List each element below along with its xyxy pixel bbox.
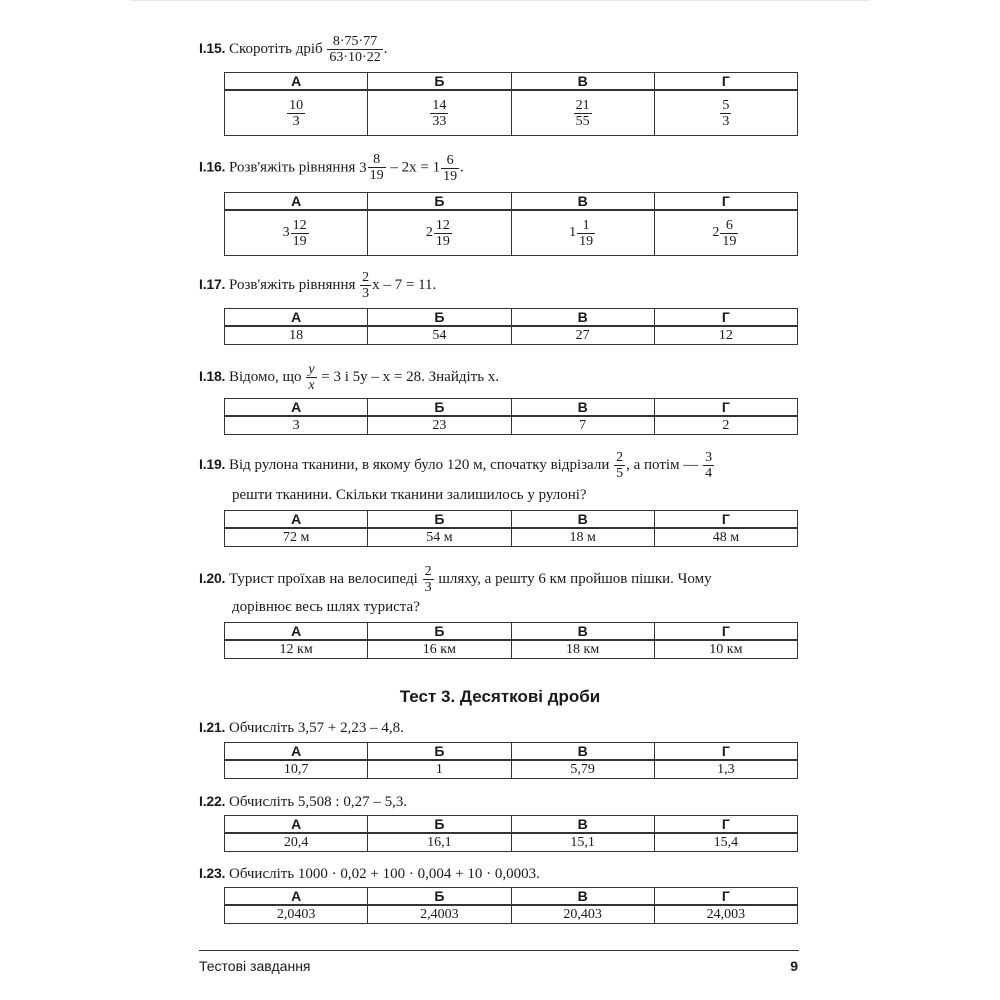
top-border [130, 0, 870, 1]
question-19-line2: решти тканини. Скільки тканини залишилось у рулоні? [232, 487, 587, 503]
option-b-answer[interactable]: 23 [368, 416, 511, 435]
question-text-a: Турист проїхав на велосипеді [229, 570, 418, 587]
answer-table-15 [224, 72, 798, 136]
option-a-answer[interactable]: 18 [225, 326, 368, 345]
option-b-header: Б [368, 309, 511, 327]
option-g-header: Г [654, 888, 797, 906]
question-number: І.16. [199, 158, 226, 175]
mixed-number [359, 152, 387, 183]
fraction-numerator: y [308, 362, 315, 377]
option-v-header: В [511, 193, 654, 211]
answer-table-23 [224, 887, 798, 924]
answer-table-18 [224, 398, 798, 435]
equation-middle: – 2x = 1 [390, 159, 441, 176]
fraction-numerator: 2 [616, 450, 624, 465]
option-a-header: А [225, 816, 368, 834]
fraction-denominator: 3 [362, 286, 370, 301]
option-a-header: А [225, 623, 368, 641]
option-g-answer[interactable] [654, 90, 797, 136]
fraction-numerator: 3 [705, 450, 713, 465]
answer-numerator: 14 [432, 97, 447, 113]
section-title: Тест 3. Десяткові дроби [399, 687, 601, 706]
question-text: Розв'яжіть рівняння [229, 276, 356, 293]
question-number: І.17. [199, 275, 226, 292]
question-16 [199, 152, 464, 184]
option-g-answer[interactable]: 48 м [654, 528, 797, 547]
question-number: І.20. [199, 569, 226, 586]
whole-part: 2 [712, 225, 720, 240]
whole-part: 3 [282, 225, 290, 240]
option-a-answer[interactable]: 3 [225, 416, 368, 435]
answer-table-21 [224, 742, 798, 779]
question-tail: . [383, 40, 388, 57]
option-g-header: Г [654, 309, 797, 327]
question-number: І.23. [199, 865, 226, 881]
option-b-answer[interactable] [368, 210, 511, 256]
answer-numerator: 21 [575, 97, 590, 113]
option-g-header: Г [654, 623, 797, 641]
fraction-denominator: 63·10·22 [329, 50, 381, 65]
option-v-header: В [511, 743, 654, 761]
option-a-answer[interactable]: 10,7 [225, 760, 368, 779]
question-number: І.18. [199, 367, 226, 384]
answer-table-16 [224, 192, 798, 256]
answer-denominator: 55 [575, 113, 590, 129]
option-v-answer[interactable]: 18 км [511, 640, 654, 659]
question-text-mid: , а потім — [626, 456, 699, 473]
page-number: 9 [790, 958, 798, 974]
option-a-header: А [225, 399, 368, 417]
option-a-header: А [225, 511, 368, 529]
whole-part: 1 [569, 225, 577, 240]
option-a-answer[interactable]: 72 м [225, 528, 368, 547]
answer-denominator: 33 [432, 113, 447, 129]
whole-part: 2 [425, 225, 433, 240]
question-text: Обчисліть 1000 · 0,02 + 100 · 0,004 + 10 · 0,0003. [229, 866, 540, 882]
question-tail: . [460, 159, 464, 176]
fraction-denominator: 4 [705, 466, 713, 481]
answer-numerator: 1 [582, 217, 590, 233]
option-g-header: Г [654, 511, 797, 529]
option-g-answer[interactable]: 12 [654, 326, 797, 345]
option-g-answer[interactable]: 1,3 [654, 760, 797, 779]
answer-denominator: 3 [287, 113, 305, 129]
option-v-answer[interactable]: 18 м [511, 528, 654, 547]
fraction-denominator: 19 [369, 168, 384, 183]
option-b-answer[interactable]: 54 [368, 326, 511, 345]
answer-denominator: 19 [292, 233, 307, 249]
answer-numerator: 10 [289, 97, 304, 113]
question-number: І.21. [199, 719, 226, 735]
option-v-header: В [511, 399, 654, 417]
question-text: Обчисліть 5,508 : 0,27 – 5,3. [229, 794, 408, 810]
option-g-header: Г [654, 193, 797, 211]
question-20-line2: дорівнює весь шлях туриста? [232, 599, 420, 615]
option-a-answer[interactable]: 2,0403 [225, 905, 368, 924]
answer-denominator: 3 [722, 113, 730, 129]
fraction-denominator: 3 [424, 580, 432, 595]
answer-numerator: 5 [722, 97, 730, 113]
option-g-answer[interactable]: 10 км [654, 640, 797, 659]
question-text-line1: Від рулона тканини, в якому було 120 м, спочатку відрізали [229, 456, 610, 473]
answer-numerator: 12 [435, 217, 450, 233]
option-b-header: Б [368, 888, 511, 906]
question-text: Обчисліть 3,57 + 2,23 – 4,8. [229, 720, 404, 736]
option-a-header: А [225, 309, 368, 327]
fraction-numerator: 8·75·77 [332, 34, 378, 49]
fraction-denominator: 19 [443, 168, 458, 184]
fraction-numerator: 2 [424, 564, 432, 579]
option-a-header: А [225, 73, 368, 91]
answer-table-19 [224, 510, 798, 547]
answer-table-17 [224, 308, 798, 345]
question-text: Розв'яжіть рівняння [229, 159, 356, 176]
option-v-header: В [511, 816, 654, 834]
option-b-header: Б [368, 511, 511, 529]
footer-title: Тестові завдання [199, 958, 311, 974]
question-text: Скоротіть дріб [229, 40, 323, 57]
question-22 [199, 792, 407, 811]
answer-denominator: 19 [579, 233, 594, 249]
fraction-numerator: 2 [362, 270, 370, 285]
answer-table-20 [224, 622, 798, 659]
question-tail: x – 7 = 11. [372, 276, 437, 293]
question-number: І.19. [199, 455, 226, 472]
option-b-answer[interactable]: 16 км [368, 640, 511, 659]
option-v-answer[interactable] [511, 210, 654, 256]
option-v-header: В [511, 511, 654, 529]
option-b-header: Б [368, 743, 511, 761]
option-b-answer[interactable]: 1 [368, 760, 511, 779]
option-v-answer[interactable] [511, 90, 654, 136]
answer-numerator: 6 [725, 217, 733, 233]
answer-table-22 [224, 815, 798, 852]
option-v-answer[interactable]: 7 [511, 416, 654, 435]
option-a-answer[interactable]: 12 км [225, 640, 368, 659]
option-a-header: А [225, 743, 368, 761]
option-v-header: В [511, 623, 654, 641]
question-17 [199, 270, 436, 301]
option-b-header: Б [368, 73, 511, 91]
question-number: І.22. [199, 793, 226, 809]
fraction-numerator: 8 [373, 152, 381, 167]
answer-denominator: 19 [722, 233, 737, 249]
option-a-header: А [225, 193, 368, 211]
question-tail: = 3 і 5y – x = 28. Знайдіть x. [321, 368, 500, 385]
option-g-answer[interactable]: 2 [654, 416, 797, 435]
question-20 [199, 564, 712, 595]
option-g-answer[interactable] [654, 210, 797, 256]
option-a-header: А [225, 888, 368, 906]
option-v-answer[interactable]: 15,1 [511, 833, 654, 852]
option-g-answer[interactable]: 24,003 [654, 905, 797, 924]
question-text: Відомо, що [229, 368, 302, 385]
question-18 [199, 362, 499, 393]
question-19 [199, 450, 715, 481]
footer-divider [199, 950, 799, 951]
answer-denominator: 19 [435, 233, 450, 249]
question-15 [199, 34, 387, 65]
fraction-denominator: x [308, 378, 315, 393]
option-b-header: Б [368, 623, 511, 641]
option-v-header: В [511, 309, 654, 327]
option-v-answer[interactable]: 27 [511, 326, 654, 345]
option-v-header: В [511, 888, 654, 906]
question-21 [199, 718, 404, 737]
option-a-answer[interactable]: 20,4 [225, 833, 368, 852]
option-g-header: Г [654, 816, 797, 834]
fraction-denominator: 5 [616, 466, 624, 481]
option-b-header: Б [368, 399, 511, 417]
whole-part: 3 [359, 159, 367, 176]
question-text-b: шляху, а решту 6 км пройшов пішки. Чому [438, 570, 712, 587]
option-v-answer[interactable]: 20,403 [511, 905, 654, 924]
question-number: І.15. [199, 39, 226, 56]
question-23 [199, 864, 540, 883]
option-g-answer[interactable]: 15,4 [654, 833, 797, 852]
option-g-header: Г [654, 73, 797, 91]
option-b-header: Б [368, 816, 511, 834]
fraction-numerator: 6 [446, 152, 454, 168]
option-b-header: Б [368, 193, 511, 211]
option-g-header: Г [654, 399, 797, 417]
option-a-answer[interactable] [225, 90, 368, 136]
option-a-answer[interactable] [225, 210, 368, 256]
option-v-answer[interactable]: 5,79 [511, 760, 654, 779]
option-v-header: В [511, 73, 654, 91]
option-b-answer[interactable] [368, 90, 511, 136]
fraction [327, 34, 382, 65]
option-b-answer[interactable]: 54 м [368, 528, 511, 547]
option-b-answer[interactable]: 16,1 [368, 833, 511, 852]
option-g-header: Г [654, 743, 797, 761]
answer-numerator: 12 [292, 217, 307, 233]
option-b-answer[interactable]: 2,4003 [368, 905, 511, 924]
